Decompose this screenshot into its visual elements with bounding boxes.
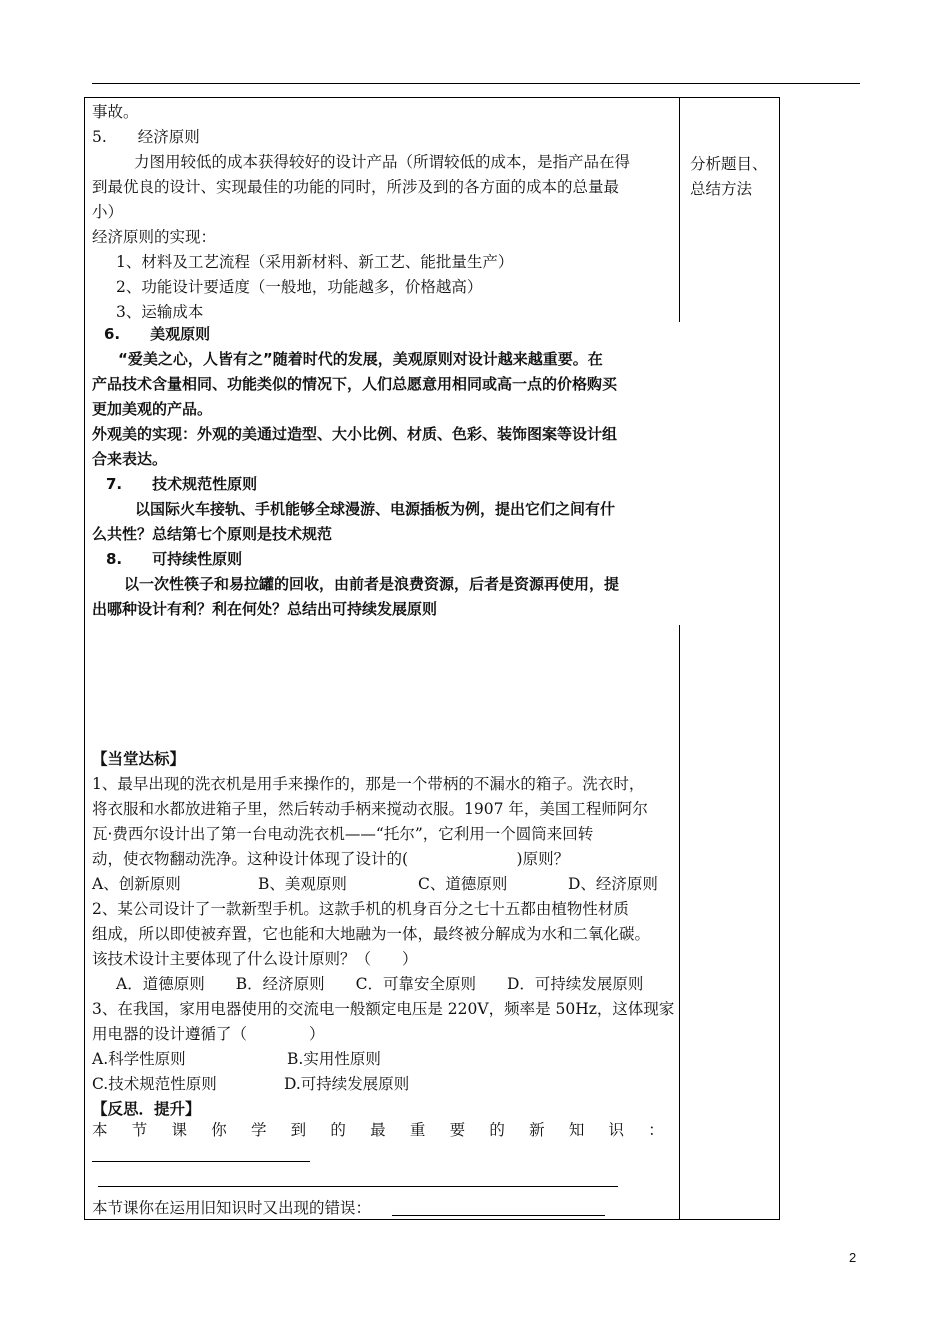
- answer-blank[interactable]: [92, 1161, 310, 1162]
- section-6-body-line: 产品技术含量相同、功能类似的情况下，人们总愿意用相同或高一点的价格购买: [92, 375, 618, 393]
- side-note-line: 总结方法: [690, 180, 753, 198]
- section-6-body-line: 外观美的实现：外观的美通过造型、大小比例、材质、色彩、装饰图案等设计组: [92, 425, 618, 443]
- section-6-body-line: 更加美观的产品。: [92, 400, 213, 418]
- q2-line: 该技术设计主要体现了什么设计原则？（ ）: [92, 950, 418, 968]
- section-5-body-line: 小）: [92, 203, 124, 221]
- section-5-item: 2、功能设计要适度（一般地，功能越多，价格越高）: [116, 278, 483, 296]
- q3-option: D.可持续发展原则: [284, 1075, 410, 1093]
- section-5-body-line: 到最优良的设计、实现最佳的功能的同时，所涉及到的各方面的成本的总量最: [92, 178, 620, 196]
- column-divider: [679, 97, 680, 322]
- answer-blank[interactable]: [392, 1215, 605, 1216]
- q3-option: A.科学性原则: [92, 1050, 186, 1068]
- section-7-heading: 7. 技术规范性原则: [106, 475, 258, 493]
- q3-line: 3、在我国，家用电器使用的交流电一般额定电压是 220V，频率是 50Hz，这体现家: [92, 1000, 675, 1018]
- section-8-body-line: 出哪种设计有利？利在何处？总结出可持续发展原则: [92, 600, 438, 618]
- header-rule: [92, 83, 860, 84]
- exercise-title: 【当堂达标】: [92, 750, 186, 768]
- q2-options: A．道德原则 B．经济原则 C．可靠安全原则 D．可持续发展原则: [116, 975, 644, 993]
- q1-line: 动，使衣物翻动洗净。这种设计体现了设计的( )原则？: [92, 850, 570, 868]
- section-7-body-line: 以国际火车接轨、手机能够全球漫游、电源插板为例，提出它们之间有什: [135, 500, 616, 518]
- q1-option: C、道德原则: [418, 875, 508, 893]
- side-note-line: 分析题目、: [690, 155, 768, 173]
- section-5-subheading: 经济原则的实现：: [92, 228, 217, 246]
- section-6-body-line: “爱美之心，人皆有之”随着时代的发展，美观原则对设计越来越重要。在: [118, 350, 603, 368]
- q2-line: 2、某公司设计了一款新型手机。这款手机的机身百分之七十五都由植物性材质: [92, 900, 629, 918]
- q1-line: 将衣服和水都放进箱子里，然后转动手柄来搅动衣服。1907 年，美国工程师阿尔: [92, 800, 648, 818]
- reflect-title: 【反思．提升】: [92, 1100, 201, 1118]
- q1-option: A、创新原则: [92, 875, 181, 893]
- q1-option: B、美观原则: [258, 875, 347, 893]
- q1-line: 1、最早出现的洗衣机是用手来操作的，那是一个带柄的不漏水的箱子。洗衣时，: [92, 775, 645, 793]
- section-6-body-line: 合来表达。: [92, 450, 168, 468]
- section-8-body-line: 以一次性筷子和易拉罐的回收，由前者是浪费资源，后者是资源再使用，提: [124, 575, 620, 593]
- q3-line: 用电器的设计遵循了（ ）: [92, 1025, 325, 1043]
- section-8-heading: 8. 可持续性原则: [106, 550, 243, 568]
- section-7-body-line: 么共性？总结第七个原则是技术规范: [92, 525, 333, 543]
- q3-option: B.实用性原则: [287, 1050, 381, 1068]
- section-5-item: 1、材料及工艺流程（采用新材料、新工艺、能批量生产）: [116, 253, 514, 271]
- answer-blank[interactable]: [98, 1186, 618, 1187]
- section-5-body-line: 力图用较低的成本获得较好的设计产品（所谓较低的成本，是指产品在得: [134, 153, 631, 171]
- column-divider: [679, 625, 680, 1220]
- section-5-tail: 事故。: [92, 103, 139, 121]
- q2-line: 组成，所以即使被弃置，它也能和大地融为一体，最终被分解成为水和二氧化碳。: [92, 925, 651, 943]
- section-5-item: 3、运输成本: [116, 303, 204, 321]
- q3-option: C.技术规范性原则: [92, 1075, 217, 1093]
- page-number: 2: [849, 1250, 857, 1265]
- q1-line: 瓦·费西尔设计出了第一台电动洗衣机——“托尔”，它利用一个圆筒来回转: [92, 825, 594, 843]
- section-6-heading: 6. 美观原则: [104, 325, 211, 343]
- q1-option: D、经济原则: [568, 875, 658, 893]
- section-5-heading: 5. 经济原则: [92, 128, 200, 146]
- reflect-prompt-2: 本节课你在运用旧知识时又出现的错误：: [92, 1199, 372, 1217]
- reflect-prompt-1: 本 节 课 你 学 到 的 最 重 要 的 新 知 识 ：: [92, 1121, 664, 1139]
